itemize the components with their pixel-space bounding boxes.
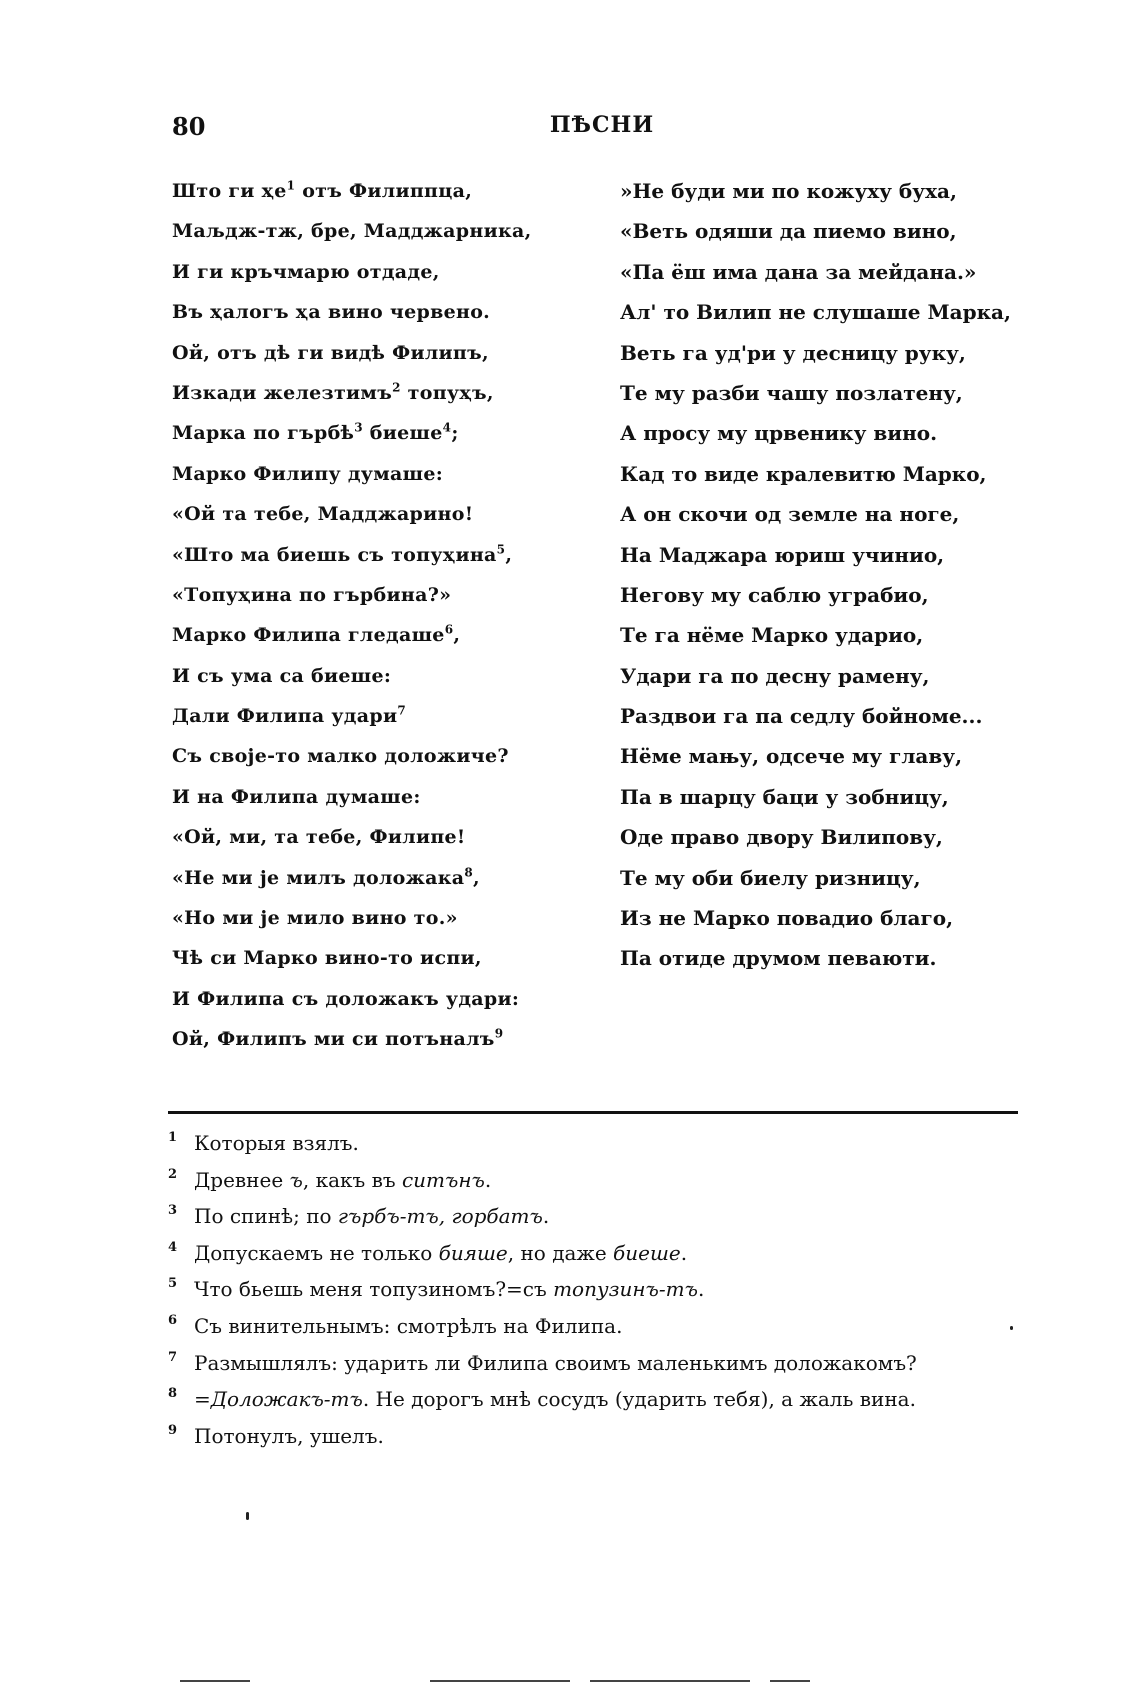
poem-line: «Ой, ми, та тебе, Филипе!: [172, 826, 466, 849]
footnote-text: .: [680, 1240, 688, 1265]
footnote-text: топузинъ-тъ: [553, 1277, 698, 1302]
poem-line: И Филипа съ доложакъ удари:: [172, 987, 520, 1010]
footnote-text: . Не дорогъ мнѣ сосудъ (ударить тебя), а жаль вина.: [362, 1387, 916, 1412]
footnote-number: 2: [168, 1166, 178, 1182]
poem-line: Те му разби чашу позлатену,: [620, 380, 963, 405]
footnote-number: 4: [168, 1239, 178, 1255]
edge-mark: [590, 1680, 750, 1682]
poem-line: И ги кръчмарю отдаде,: [172, 260, 440, 283]
footnote-text: Допускаемъ не только: [194, 1240, 439, 1265]
footnote-text: Что бьешь меня топузиномъ?=съ: [194, 1277, 554, 1302]
poem-line: И на Филипа думаше:: [172, 785, 421, 808]
footnote: [168, 1348, 1048, 1385]
footnote-text: =: [194, 1387, 211, 1412]
poem-right-column: [620, 176, 1040, 984]
footnote-text: Древнее: [194, 1167, 290, 1192]
footnote-text: ъ: [289, 1167, 303, 1192]
footnote: [168, 1384, 1048, 1421]
poem-line: Ой, отъ дѣ ги видѣ Филипъ,: [172, 341, 489, 364]
edge-mark: [430, 1680, 570, 1682]
footnote-number: 3: [168, 1203, 178, 1219]
footnote-divider: [168, 1111, 1018, 1114]
poem-line: Раздвои га па седлу бойноме...: [620, 704, 983, 729]
poem-line: Кад то виде кралевитю Марко,: [620, 461, 987, 486]
poem-line: А он скочи од земле на ноге,: [620, 502, 960, 527]
footnote: [168, 1421, 1048, 1458]
print-speck: [1010, 1326, 1013, 1330]
footnote-text: .: [697, 1277, 705, 1302]
poem-line: «Веть одяши да пиемо вино,: [620, 219, 957, 244]
footnote-text: Съ винительнымъ: смотрѣлъ на Филипа.: [194, 1313, 623, 1338]
page-number: 80: [172, 112, 206, 141]
footnote-number: 7: [168, 1349, 178, 1365]
poem-line: Па отиде друмом певаюти.: [620, 946, 937, 971]
edge-mark: [180, 1680, 250, 1682]
poem-line: Марко Филипу думаше:: [172, 462, 444, 485]
poem-line: На Маджара юриш учинио,: [620, 542, 945, 567]
footnote-text: .: [542, 1204, 550, 1229]
footnote-number: 1: [168, 1130, 178, 1145]
poem-line: Въ ҳалогъ ҳа вино червено.: [172, 301, 491, 324]
poem-line: И съ ума са биеше:: [172, 664, 392, 687]
footnote-text: , но даже: [507, 1240, 614, 1265]
footnote: [168, 1238, 1048, 1275]
poem-line: Ой, Филипъ ми си потъналъ$^9$: [172, 1026, 504, 1051]
poem-line: Па в шарцу баци у зобницу,: [620, 784, 949, 809]
footnote: [168, 1165, 1048, 1202]
footnote: [168, 1274, 1048, 1311]
poem-left-column: [172, 176, 592, 1065]
poem-line: Удари га по десну рамену,: [620, 663, 930, 688]
footnote-text: Потонулъ, ушелъ.: [194, 1423, 384, 1448]
footnote-text: По спинѣ; по: [194, 1204, 338, 1229]
poem-line: Негову му саблю уграбио,: [620, 582, 929, 607]
running-title: ПѢСНИ: [549, 112, 655, 138]
poem-line: «Не ми је милъ доложака$^8$,: [172, 865, 480, 889]
footnote-text: гърбъ-тъ, горбатъ: [337, 1204, 543, 1229]
footnotes: [168, 1128, 1048, 1457]
footnote-number: 8: [168, 1386, 178, 1402]
footnote: [168, 1128, 1048, 1165]
poem-line: Съ своје-то малко доложиче?: [172, 745, 509, 768]
footnote: [168, 1311, 1048, 1348]
footnote-text: биеше: [613, 1240, 681, 1265]
poem-line: «Па ёш има дана за мейдана.»: [620, 259, 977, 284]
poem-line: Нёме мању, одсече му главу,: [620, 744, 963, 769]
footnote-text: ситънъ: [401, 1167, 485, 1192]
poem-line: Маљдж-тж, бре, Мадджарника,: [172, 220, 532, 243]
footnote-number: 9: [168, 1422, 178, 1438]
footnote-text: Которыя взялъ.: [194, 1131, 359, 1155]
footnote-text: Доложакъ-тъ: [210, 1387, 363, 1412]
footnote-text: , какъ въ: [302, 1167, 402, 1192]
footnote-number: 6: [168, 1312, 178, 1328]
footnote-text: Размышлялъ: ударить ли Филипа своимъ маленькимъ доложакомъ?: [194, 1350, 917, 1375]
poem-line: «Но ми је мило вино то.»: [172, 907, 458, 930]
poem-line: Изкади железтимъ$^2$ топуҳъ,: [172, 380, 494, 404]
poem-line: Те га нёме Марко ударио,: [620, 623, 924, 648]
poem-line: Чѣ си Марко вино-то испи,: [172, 947, 482, 970]
poem-line: »Не буди ми по кожуху буха,: [620, 179, 957, 203]
poem-line: Што ги $ҳе^1$ отъ Филиппца,: [172, 178, 473, 202]
poem-line: «Топуҳина по гърбина?»: [172, 583, 452, 606]
poem-line: «Ой та тебе, Мадджарино!: [172, 503, 474, 526]
edge-mark: [770, 1680, 810, 1682]
poem-line: Те му оби биелу ризницу,: [620, 865, 921, 890]
poem-line: Оде право двору Вилипову,: [620, 825, 943, 850]
poem-line: Марко Филипа гледаше$^6$,: [172, 622, 461, 647]
footnote-text: бияше: [438, 1240, 508, 1265]
poem-line: «Што ма биешь съ топуҳина$^5$,: [172, 542, 513, 566]
page-header: [172, 112, 1032, 152]
poem-line: Из не Марко повадио благо,: [620, 906, 954, 931]
poem-line: Веть га уд'ри у десницу руку,: [620, 340, 966, 365]
poem-line: Марка по гърбѣ$^3$ биеше$^4$;: [172, 421, 459, 445]
footnote: [168, 1201, 1048, 1238]
poem-line: Ал' то Вилип не слушаше Марка,: [620, 300, 1011, 325]
poem-line: Дали Филипа удари$^7$: [172, 703, 407, 728]
poem-line: А просу му црвенику вино.: [620, 421, 938, 446]
footnote-text: .: [484, 1167, 492, 1192]
print-speck: [246, 1512, 249, 1520]
footnote-number: 5: [168, 1276, 178, 1292]
